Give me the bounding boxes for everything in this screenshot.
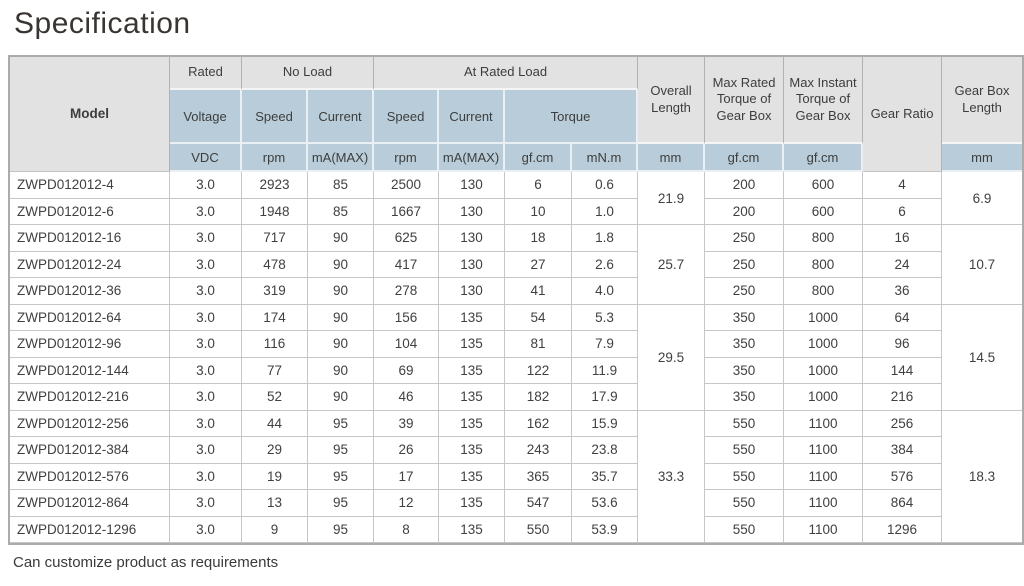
col-header-at-rated-load: At Rated Load	[374, 57, 638, 90]
nl-current-cell: 90	[308, 252, 374, 279]
max-rated-cell: 350	[705, 384, 784, 411]
max-instant-cell: 800	[784, 252, 863, 279]
max-instant-cell: 1000	[784, 331, 863, 358]
max-rated-cell: 250	[705, 278, 784, 305]
voltage-cell: 3.0	[170, 199, 242, 226]
rl-speed-cell: 17	[374, 464, 439, 491]
nl-speed-cell: 52	[242, 384, 308, 411]
nl-speed-cell: 13	[242, 490, 308, 517]
max-rated-cell: 550	[705, 437, 784, 464]
page-title: Specification	[14, 7, 191, 40]
gear-ratio-cell: 1296	[863, 517, 942, 544]
col-header-rated-current: Current	[439, 90, 505, 144]
max-rated-cell: 550	[705, 464, 784, 491]
unit-mm: mm	[638, 144, 705, 172]
torque-mnm-cell: 7.9	[572, 331, 638, 358]
table-row	[10, 252, 1022, 279]
voltage-cell: 3.0	[170, 252, 242, 279]
nl-current-cell: 90	[308, 331, 374, 358]
rl-speed-cell: 2500	[374, 172, 439, 199]
nl-current-cell: 95	[308, 411, 374, 438]
max-rated-cell: 350	[705, 305, 784, 332]
model-cell: ZWPD012012-4	[10, 172, 170, 199]
rl-speed-cell: 156	[374, 305, 439, 332]
torque-mnm-cell: 53.9	[572, 517, 638, 544]
torque-gfcm-cell: 182	[505, 384, 572, 411]
max-rated-cell: 350	[705, 331, 784, 358]
gear-ratio-cell: 16	[863, 225, 942, 252]
gear-ratio-cell: 144	[863, 358, 942, 385]
torque-gfcm-cell: 243	[505, 437, 572, 464]
nl-current-cell: 95	[308, 517, 374, 544]
max-rated-cell: 350	[705, 358, 784, 385]
rl-current-cell: 135	[439, 464, 505, 491]
col-header-no-load-speed: Speed	[242, 90, 308, 144]
rl-current-cell: 130	[439, 199, 505, 226]
torque-gfcm-cell: 365	[505, 464, 572, 491]
unit-rpm: rpm	[242, 144, 308, 172]
rl-current-cell: 135	[439, 411, 505, 438]
rl-current-cell: 135	[439, 384, 505, 411]
nl-speed-cell: 116	[242, 331, 308, 358]
voltage-cell: 3.0	[170, 517, 242, 544]
voltage-cell: 3.0	[170, 384, 242, 411]
voltage-cell: 3.0	[170, 172, 242, 199]
max-instant-cell: 1100	[784, 517, 863, 544]
max-rated-cell: 250	[705, 225, 784, 252]
model-cell: ZWPD012012-1296	[10, 517, 170, 544]
unit-gf-cm: gf.cm	[505, 144, 572, 172]
model-cell: ZWPD012012-256	[10, 411, 170, 438]
table-row	[10, 490, 1022, 517]
nl-speed-cell: 1948	[242, 199, 308, 226]
torque-mnm-cell: 0.6	[572, 172, 638, 199]
unit-mn-m: mN.m	[572, 144, 638, 172]
max-instant-cell: 1100	[784, 490, 863, 517]
nl-current-cell: 90	[308, 305, 374, 332]
rl-current-cell: 135	[439, 517, 505, 544]
voltage-cell: 3.0	[170, 305, 242, 332]
model-cell: ZWPD012012-576	[10, 464, 170, 491]
voltage-cell: 3.0	[170, 490, 242, 517]
max-instant-cell: 600	[784, 172, 863, 199]
col-header-overall-length: Overall Length	[638, 57, 705, 144]
torque-gfcm-cell: 41	[505, 278, 572, 305]
torque-mnm-cell: 4.0	[572, 278, 638, 305]
nl-speed-cell: 77	[242, 358, 308, 385]
rl-speed-cell: 26	[374, 437, 439, 464]
gear-ratio-cell: 576	[863, 464, 942, 491]
max-instant-cell: 1100	[784, 464, 863, 491]
max-instant-cell: 800	[784, 225, 863, 252]
table-row	[10, 437, 1022, 464]
model-cell: ZWPD012012-384	[10, 437, 170, 464]
nl-current-cell: 90	[308, 358, 374, 385]
model-cell: ZWPD012012-24	[10, 252, 170, 279]
nl-current-cell: 90	[308, 225, 374, 252]
unit-gf-cm: gf.cm	[705, 144, 784, 172]
nl-current-cell: 85	[308, 172, 374, 199]
torque-gfcm-cell: 27	[505, 252, 572, 279]
col-header-no-load-current: Current	[308, 90, 374, 144]
rl-current-cell: 135	[439, 305, 505, 332]
table-row	[10, 225, 1022, 252]
nl-current-cell: 90	[308, 278, 374, 305]
voltage-cell: 3.0	[170, 358, 242, 385]
max-instant-cell: 1000	[784, 358, 863, 385]
table-row	[10, 305, 1022, 332]
gear-ratio-cell: 384	[863, 437, 942, 464]
rl-speed-cell: 104	[374, 331, 439, 358]
gear-ratio-cell: 864	[863, 490, 942, 517]
torque-mnm-cell: 17.9	[572, 384, 638, 411]
model-cell: ZWPD012012-864	[10, 490, 170, 517]
voltage-cell: 3.0	[170, 411, 242, 438]
nl-speed-cell: 478	[242, 252, 308, 279]
unit-vdc: VDC	[170, 144, 242, 172]
specification-table	[8, 55, 1024, 545]
torque-gfcm-cell: 81	[505, 331, 572, 358]
col-header-gear-ratio: Gear Ratio	[863, 57, 942, 172]
table-row	[10, 172, 1022, 199]
model-cell: ZWPD012012-216	[10, 384, 170, 411]
model-cell: ZWPD012012-36	[10, 278, 170, 305]
torque-mnm-cell: 2.6	[572, 252, 638, 279]
unit-ma-max: mA(MAX)	[439, 144, 505, 172]
torque-mnm-cell: 35.7	[572, 464, 638, 491]
nl-speed-cell: 319	[242, 278, 308, 305]
voltage-cell: 3.0	[170, 464, 242, 491]
gear-ratio-cell: 6	[863, 199, 942, 226]
rl-current-cell: 130	[439, 252, 505, 279]
table-row	[10, 411, 1022, 438]
max-instant-cell: 1100	[784, 411, 863, 438]
table-row	[10, 384, 1022, 411]
rl-speed-cell: 1667	[374, 199, 439, 226]
torque-gfcm-cell: 162	[505, 411, 572, 438]
col-header-max-instant-torque: Max Instant Torque of Gear Box	[784, 57, 863, 144]
rl-current-cell: 130	[439, 172, 505, 199]
max-rated-cell: 550	[705, 517, 784, 544]
max-rated-cell: 250	[705, 252, 784, 279]
header-row-groups	[10, 57, 1022, 90]
nl-current-cell: 95	[308, 464, 374, 491]
nl-speed-cell: 9	[242, 517, 308, 544]
model-cell: ZWPD012012-6	[10, 199, 170, 226]
torque-gfcm-cell: 10	[505, 199, 572, 226]
nl-speed-cell: 44	[242, 411, 308, 438]
rl-speed-cell: 69	[374, 358, 439, 385]
nl-speed-cell: 717	[242, 225, 308, 252]
torque-gfcm-cell: 18	[505, 225, 572, 252]
max-instant-cell: 800	[784, 278, 863, 305]
col-header-rated-speed: Speed	[374, 90, 439, 144]
rl-current-cell: 135	[439, 358, 505, 385]
unit-rpm: rpm	[374, 144, 439, 172]
gear-ratio-cell: 64	[863, 305, 942, 332]
col-header-torque: Torque	[505, 90, 638, 144]
overall-length-cell: 21.9	[638, 172, 705, 225]
rl-current-cell: 135	[439, 490, 505, 517]
nl-current-cell: 90	[308, 384, 374, 411]
table-row	[10, 464, 1022, 491]
table-row	[10, 278, 1022, 305]
gear-box-length-cell: 14.5	[942, 305, 1022, 411]
max-instant-cell: 1000	[784, 384, 863, 411]
overall-length-cell: 25.7	[638, 225, 705, 305]
gear-ratio-cell: 96	[863, 331, 942, 358]
max-rated-cell: 550	[705, 411, 784, 438]
torque-gfcm-cell: 122	[505, 358, 572, 385]
gear-ratio-cell: 4	[863, 172, 942, 199]
voltage-cell: 3.0	[170, 278, 242, 305]
torque-mnm-cell: 11.9	[572, 358, 638, 385]
max-rated-cell: 200	[705, 172, 784, 199]
col-header-model: Model	[10, 57, 170, 172]
rl-current-cell: 130	[439, 278, 505, 305]
table-row	[10, 199, 1022, 226]
model-cell: ZWPD012012-96	[10, 331, 170, 358]
gear-ratio-cell: 36	[863, 278, 942, 305]
unit-mm: mm	[942, 144, 1022, 172]
nl-speed-cell: 29	[242, 437, 308, 464]
rl-speed-cell: 39	[374, 411, 439, 438]
unit-gf-cm: gf.cm	[784, 144, 863, 172]
torque-mnm-cell: 1.0	[572, 199, 638, 226]
col-header-no-load: No Load	[242, 57, 374, 90]
rl-current-cell: 130	[439, 225, 505, 252]
torque-mnm-cell: 23.8	[572, 437, 638, 464]
col-header-voltage: Voltage	[170, 90, 242, 144]
torque-mnm-cell: 1.8	[572, 225, 638, 252]
torque-mnm-cell: 53.6	[572, 490, 638, 517]
nl-current-cell: 95	[308, 437, 374, 464]
max-instant-cell: 1000	[784, 305, 863, 332]
voltage-cell: 3.0	[170, 437, 242, 464]
torque-gfcm-cell: 54	[505, 305, 572, 332]
model-cell: ZWPD012012-144	[10, 358, 170, 385]
max-rated-cell: 550	[705, 490, 784, 517]
nl-speed-cell: 174	[242, 305, 308, 332]
footer-note: Can customize product as requirements	[13, 554, 279, 571]
rl-speed-cell: 278	[374, 278, 439, 305]
torque-gfcm-cell: 550	[505, 517, 572, 544]
table-row	[10, 517, 1022, 544]
nl-current-cell: 95	[308, 490, 374, 517]
table-row	[10, 358, 1022, 385]
rl-speed-cell: 12	[374, 490, 439, 517]
rl-speed-cell: 46	[374, 384, 439, 411]
torque-mnm-cell: 5.3	[572, 305, 638, 332]
unit-ma-max: mA(MAX)	[308, 144, 374, 172]
torque-gfcm-cell: 547	[505, 490, 572, 517]
spec-table-body	[10, 172, 1022, 543]
overall-length-cell: 29.5	[638, 305, 705, 411]
overall-length-cell: 33.3	[638, 411, 705, 544]
table-header	[10, 57, 1022, 172]
gear-ratio-cell: 216	[863, 384, 942, 411]
rl-speed-cell: 8	[374, 517, 439, 544]
voltage-cell: 3.0	[170, 331, 242, 358]
model-cell: ZWPD012012-64	[10, 305, 170, 332]
gear-box-length-cell: 18.3	[942, 411, 1022, 544]
voltage-cell: 3.0	[170, 225, 242, 252]
gear-box-length-cell: 6.9	[942, 172, 1022, 225]
col-header-max-rated-torque: Max Rated Torque of Gear Box	[705, 57, 784, 144]
max-rated-cell: 200	[705, 199, 784, 226]
torque-gfcm-cell: 6	[505, 172, 572, 199]
table-row	[10, 331, 1022, 358]
rl-current-cell: 135	[439, 331, 505, 358]
rl-speed-cell: 625	[374, 225, 439, 252]
col-header-rated: Rated	[170, 57, 242, 90]
rl-current-cell: 135	[439, 437, 505, 464]
col-header-gear-box-length: Gear Box Length	[942, 57, 1022, 144]
max-instant-cell: 600	[784, 199, 863, 226]
gear-ratio-cell: 256	[863, 411, 942, 438]
gear-box-length-cell: 10.7	[942, 225, 1022, 305]
model-cell: ZWPD012012-16	[10, 225, 170, 252]
nl-speed-cell: 2923	[242, 172, 308, 199]
rl-speed-cell: 417	[374, 252, 439, 279]
torque-mnm-cell: 15.9	[572, 411, 638, 438]
max-instant-cell: 1100	[784, 437, 863, 464]
nl-current-cell: 85	[308, 199, 374, 226]
nl-speed-cell: 19	[242, 464, 308, 491]
gear-ratio-cell: 24	[863, 252, 942, 279]
